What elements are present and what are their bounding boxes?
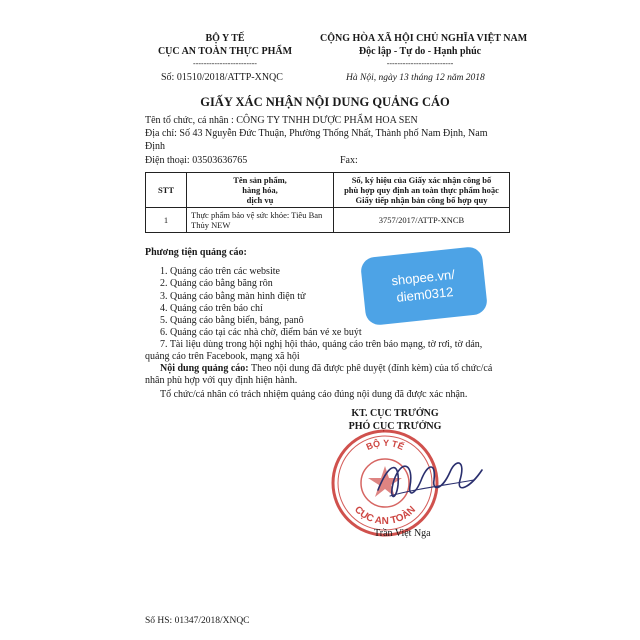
row-product-name bbox=[187, 208, 334, 233]
media-item-7: 7. Tài liệu dùng trong hội nghị hội thảo, quảng cáo trên báo mạng, tờ rơi, tờ dán, bbox=[160, 339, 483, 350]
media-heading: Phương tiện quảng cáo: bbox=[145, 247, 247, 258]
watermark-line-2: diem0312 bbox=[395, 284, 455, 305]
header-left-divider: ------------------------ bbox=[193, 59, 257, 68]
row-stt: 1 bbox=[146, 208, 187, 233]
organization-name: Tên tổ chức, cá nhân : CÔNG TY TNHH DƯỢC PHẨM HOA SEN bbox=[145, 115, 418, 126]
header-product-name-l3: dịch vụ bbox=[246, 195, 274, 205]
address-line-1: Địa chỉ: Số 43 Nguyễn Đức Thuận, Phường Thống Nhất, Thành phố Nam Định, Nam bbox=[145, 128, 488, 139]
footer-hs-number: Số HS: 01347/2018/XNQC bbox=[145, 616, 250, 626]
row-product-name-l2: Thủy NEW bbox=[191, 220, 231, 230]
signature-title-1: KT. CỤC TRƯỞNG bbox=[351, 408, 439, 419]
media-item-2: 2. Quảng cáo bằng băng rôn bbox=[160, 278, 273, 289]
table-header-row bbox=[146, 173, 510, 208]
table-row bbox=[146, 208, 510, 233]
header-registration bbox=[334, 173, 510, 208]
row-registration: 3757/2017/ATTP-XNCB bbox=[334, 208, 510, 233]
document-number: Số: 01510/2018/ATTP-XNQC bbox=[161, 72, 283, 83]
media-item-4: 4. Quảng cáo trên báo chí bbox=[160, 303, 263, 314]
fax: Fax: bbox=[340, 155, 358, 166]
content-text-1: Theo nội dung đã được phê duyệt (đính kèm) của tổ chức/cá bbox=[248, 363, 493, 374]
header-country: CỘNG HÒA XÃ HỘI CHỦ NGHĨA VIỆT NAM bbox=[320, 33, 528, 44]
header-right-divider: ------------------------- bbox=[386, 59, 454, 68]
header-agency: CỤC AN TOÀN THỰC PHẨM bbox=[157, 46, 293, 57]
signer-name: Trần Việt Nga bbox=[374, 528, 431, 539]
media-item-6: 6. Quảng cáo tại các nhà chờ, điểm bán vé xe buýt bbox=[160, 327, 362, 338]
header-registration-l1: Số, ký hiệu của Giấy xác nhận công bố bbox=[351, 175, 492, 185]
header-product-name-l2: hàng hóa, bbox=[242, 185, 278, 195]
row-product-name-l1: Thực phẩm bảo vệ sức khỏe: Tiêu Ban bbox=[191, 210, 323, 220]
header-registration-l3: Giấy tiếp nhận bản công bố hợp quy bbox=[355, 195, 488, 205]
address-line-2: Định bbox=[145, 141, 165, 152]
stamp-bottom-text: CỤC AN TOÀN bbox=[352, 504, 418, 528]
header-registration-l2: phù hợp quy định an toàn thực phẩm hoặc bbox=[344, 185, 499, 195]
content-paragraph bbox=[160, 363, 492, 374]
handwritten-signature-icon bbox=[370, 450, 490, 510]
media-item-5: 5. Quảng cáo bằng biển, bảng, panô bbox=[160, 315, 304, 326]
watermark-badge bbox=[360, 246, 488, 326]
phone: Điện thoại: 03503636765 bbox=[145, 155, 248, 166]
date-place: Hà Nội, ngày 13 tháng 12 năm 2018 bbox=[346, 73, 485, 83]
signature-title-2: PHÓ CỤC TRƯỞNG bbox=[348, 421, 442, 432]
media-item-7-cont: quảng cáo trên Facebook, mạng xã hội bbox=[145, 351, 300, 362]
header-product-name bbox=[187, 173, 334, 208]
header-stt: STT bbox=[146, 173, 187, 208]
content-text-2: nhân phù hợp với quy định hiện hành. bbox=[145, 375, 298, 386]
media-item-3: 3. Quảng cáo bằng màn hình điện tử bbox=[160, 291, 306, 302]
responsibility-note: Tổ chức/cá nhân có trách nhiệm quảng cáo đúng nội dung đã được xác nhận. bbox=[160, 389, 468, 400]
header-product-name-l1: Tên sản phẩm, bbox=[233, 175, 287, 185]
content-label: Nội dung quảng cáo: bbox=[160, 363, 249, 374]
document-title: GIẤY XÁC NHẬN NỘI DUNG QUẢNG CÁO bbox=[200, 95, 450, 109]
header-ministry: BỘ Y TẾ bbox=[205, 33, 245, 44]
media-item-1: 1. Quảng cáo trên các website bbox=[160, 266, 280, 277]
watermark-line-1: shopee.vn/ bbox=[390, 266, 456, 289]
stamp-top-text: BỘ Y TẾ bbox=[364, 437, 406, 452]
header-motto: Độc lập - Tự do - Hạnh phúc bbox=[358, 46, 482, 57]
registration-table bbox=[145, 172, 510, 233]
